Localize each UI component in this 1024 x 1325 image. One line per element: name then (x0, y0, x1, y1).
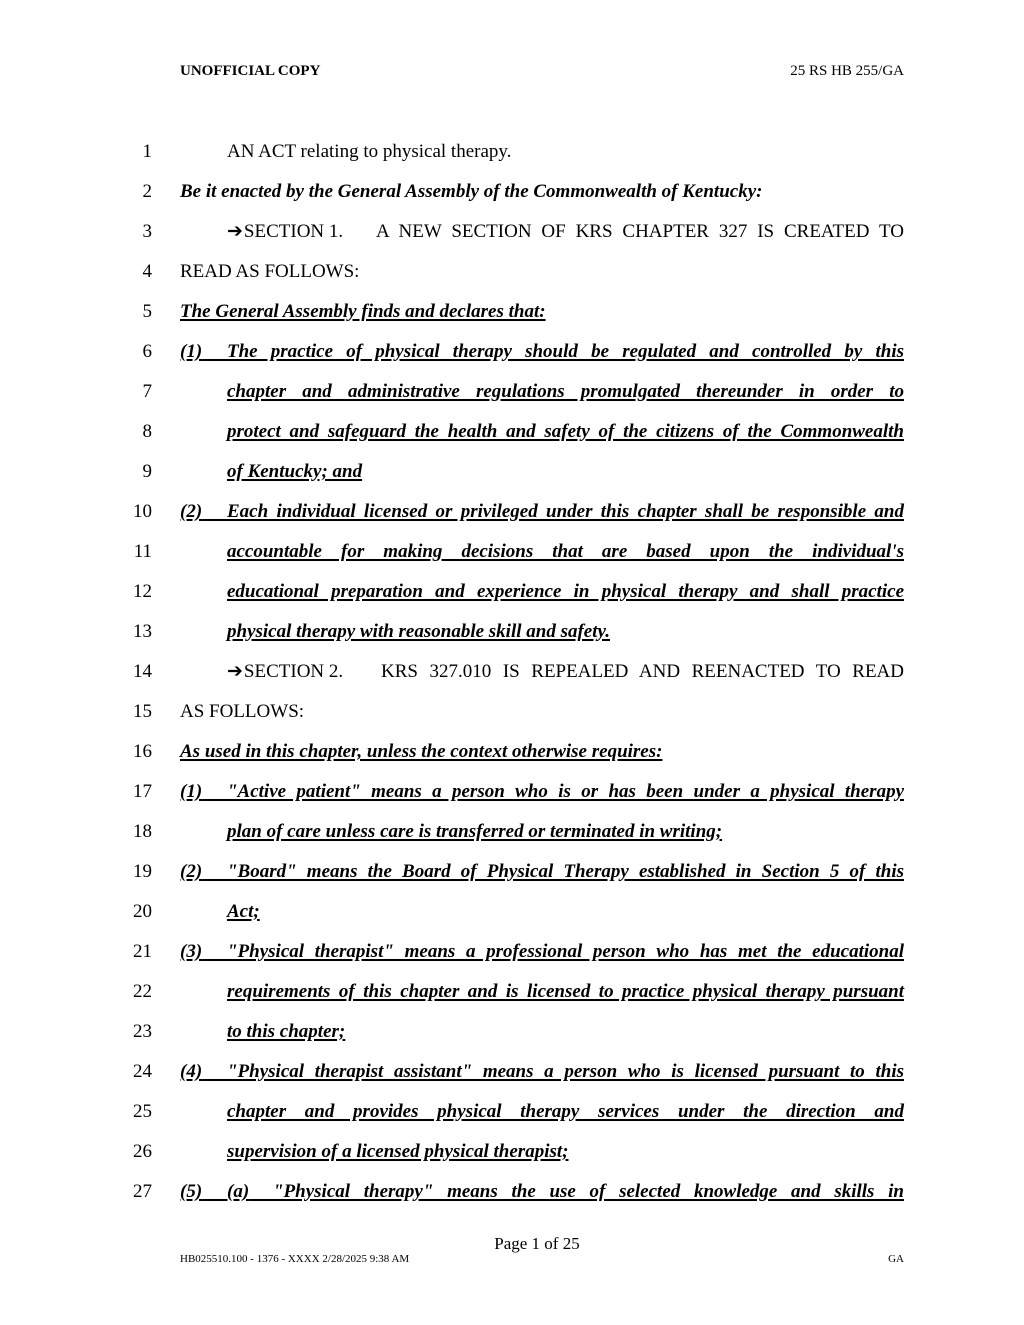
line-21 (0, 940, 1024, 980)
header-bill-number: 25 RS HB 255/GA (790, 63, 904, 79)
line-19 (0, 860, 1024, 900)
line-number: 2 (142, 181, 152, 202)
line-number: 22 (133, 981, 152, 1002)
section-heading-cont: AS FOLLOWS: (180, 701, 305, 722)
subsection-text: Each individual licensed or privileged under this chapter shall be responsible and (227, 501, 904, 522)
line-25 (0, 1100, 1024, 1140)
line-number: 7 (142, 381, 152, 402)
subsection-label: (2) (180, 501, 203, 522)
line-number: 4 (142, 261, 152, 282)
line-27 (0, 1180, 1024, 1220)
document-id: HB025510.100 - 1376 - XXXX 2/28/2025 9:38 AM (180, 1253, 410, 1265)
subsection-text: educational preparation and experience in physical therapy and shall practice (227, 581, 904, 602)
subsection-text: protect and safeguard the health and safety of the citizens of the Commonwealth (227, 421, 904, 442)
definition-text: "Physical therapy" means the use of selected knowledge and skills in (273, 1181, 904, 1202)
section-heading-cont: READ AS FOLLOWS: (180, 261, 360, 282)
line-20 (0, 900, 1024, 940)
line-number: 11 (133, 541, 152, 562)
line-number: 12 (133, 581, 152, 602)
line-number: 24 (133, 1061, 152, 1082)
header-unofficial-copy: UNOFFICIAL COPY (180, 63, 321, 79)
line-9 (0, 460, 1024, 500)
line-2 (0, 180, 1024, 220)
section-heading-text: A NEW SECTION OF KRS CHAPTER 327 IS CREATED TO (376, 221, 904, 242)
definition-text: "Board" means the Board of Physical Therapy established in Section 5 of this (227, 861, 904, 882)
line-number: 27 (133, 1181, 152, 1202)
definition-label: (5) (180, 1181, 203, 1202)
line-24 (0, 1060, 1024, 1100)
paragraph-label: (a) (227, 1181, 250, 1202)
line-number: 23 (133, 1021, 152, 1042)
line-10 (0, 500, 1024, 540)
page-number: Page 1 of 25 (494, 1234, 580, 1253)
section-number: SECTION 2. (243, 661, 344, 682)
definition-text: supervision of a licensed physical therapist; (227, 1141, 569, 1162)
right-arrow-icon: ➔ (227, 661, 243, 682)
definition-label: (2) (180, 861, 203, 882)
line-number: 21 (133, 941, 152, 962)
subsection-label: (1) (180, 341, 203, 362)
line-number: 6 (142, 341, 152, 362)
definition-label: (4) (180, 1061, 203, 1082)
line-number: 13 (133, 621, 152, 642)
definition-text: "Physical therapist" means a professional person who has met the educational (227, 941, 904, 962)
line-7 (0, 380, 1024, 420)
definition-text: Act; (227, 901, 260, 922)
definition-label: (3) (180, 941, 203, 962)
line-17 (0, 780, 1024, 820)
line-18 (0, 820, 1024, 860)
enacting-clause: Be it enacted by the General Assembly of the Commonwealth of Kentucky: (180, 181, 763, 202)
line-8 (0, 420, 1024, 460)
line-16 (0, 740, 1024, 780)
line-number: 14 (133, 661, 152, 682)
line-number: 1 (142, 141, 152, 162)
line-number: 9 (142, 461, 152, 482)
line-number: 15 (133, 701, 152, 722)
subsection-text: of Kentucky; and (227, 461, 363, 482)
line-15 (0, 700, 1024, 740)
section-heading (227, 660, 343, 684)
section-heading-text: KRS 327.010 IS REPEALED AND REENACTED TO READ (381, 661, 904, 682)
definition-label: (1) (180, 781, 203, 802)
findings-intro: The General Assembly finds and declares that: (180, 301, 546, 322)
definition-text: "Active patient" means a person who is or has been under a physical therapy (227, 781, 904, 802)
line-number: 18 (133, 821, 152, 842)
footer-initials: GA (888, 1253, 904, 1265)
line-number: 3 (142, 221, 152, 242)
line-1 (0, 140, 1024, 180)
line-3 (0, 220, 1024, 260)
line-26 (0, 1140, 1024, 1180)
line-number: 19 (133, 861, 152, 882)
line-12 (0, 580, 1024, 620)
definition-text: "Physical therapist assistant" means a person who is licensed pursuant to this (227, 1061, 904, 1082)
line-5 (0, 300, 1024, 340)
definition-text: requirements of this chapter and is licensed to practice physical therapy pursuant (227, 981, 904, 1002)
definition-text: to this chapter; (227, 1021, 346, 1042)
line-number: 8 (142, 421, 152, 442)
subsection-text: chapter and administrative regulations promulgated thereunder in order to (227, 381, 904, 402)
subsection-text: The practice of physical therapy should be regulated and controlled by this (227, 341, 904, 362)
line-number: 26 (133, 1141, 152, 1162)
line-number: 25 (133, 1101, 152, 1122)
line-6 (0, 340, 1024, 380)
section-number: SECTION 1. (243, 221, 344, 242)
line-4 (0, 260, 1024, 300)
right-arrow-icon: ➔ (227, 221, 243, 242)
subsection-text: accountable for making decisions that are based upon the individual's (227, 541, 904, 562)
definitions-intro: As used in this chapter, unless the context otherwise requires: (180, 741, 663, 762)
line-13 (0, 620, 1024, 660)
title-act: AN ACT relating to physical therapy. (227, 141, 512, 162)
line-number: 10 (133, 501, 152, 522)
line-number: 17 (133, 781, 152, 802)
subsection-text: physical therapy with reasonable skill and safety. (227, 621, 610, 642)
definition-text: chapter and provides physical therapy services under the direction and (227, 1101, 904, 1122)
line-11 (0, 540, 1024, 580)
line-23 (0, 1020, 1024, 1060)
line-number: 20 (133, 901, 152, 922)
definition-text: plan of care unless care is transferred or terminated in writing; (227, 821, 723, 842)
line-22 (0, 980, 1024, 1020)
line-number: 16 (133, 741, 152, 762)
line-14 (0, 660, 1024, 700)
line-number: 5 (142, 301, 152, 322)
